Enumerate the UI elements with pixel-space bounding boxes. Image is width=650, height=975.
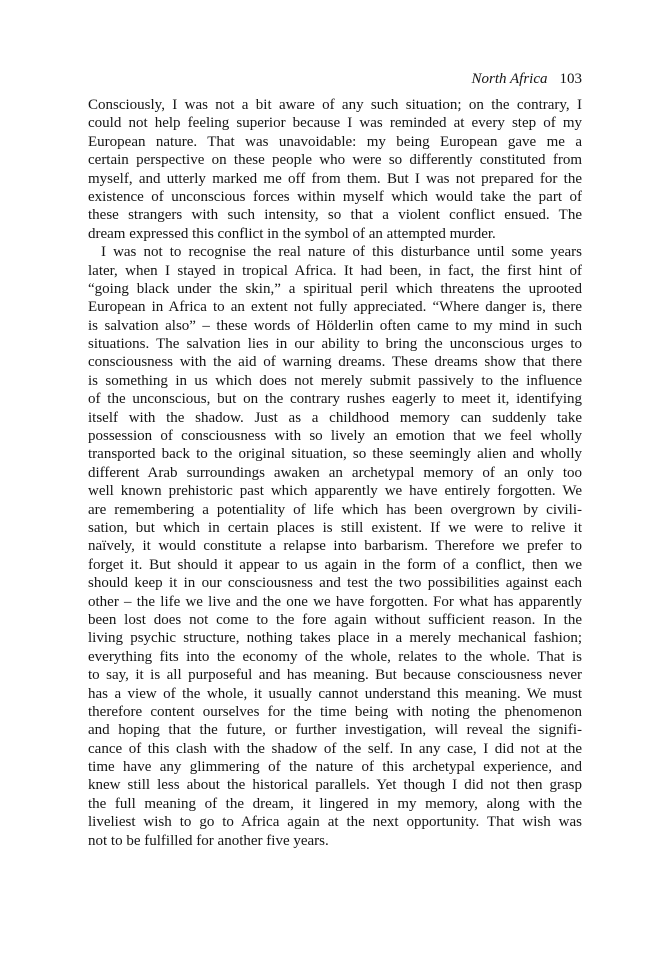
page-number: 103	[559, 71, 582, 87]
text-line: and hoping that the future, or further investigation, will reveal the signifi-	[88, 722, 582, 739]
running-head-title: North Africa	[471, 71, 548, 87]
text-line: naïvely, it would constitute a relapse into barbarism. Therefore we prefer to	[88, 538, 582, 555]
text-line: forget it. But should it appear to us again in the form of a conflict, then we	[88, 556, 582, 573]
text-line: itself with the shadow. Just as a childhood memory can suddenly take	[88, 409, 582, 426]
text-line: “going black under the skin,” a spiritual peril which threatens the uprooted	[88, 280, 582, 297]
text-line: everything fits into the economy of the whole, relates to the whole. That is	[88, 648, 582, 665]
text-line: to say, it is all purposeful and has meaning. But because consciousness never	[88, 667, 582, 684]
text-line: living psychic structure, nothing takes place in a merely mechanical fashion;	[88, 630, 582, 647]
text-line: myself, and utterly marked me off from them. But I was not prepared for the	[88, 170, 582, 187]
text-line: certain perspective on these people who were so differently constituted from	[88, 152, 582, 169]
text-line: knew still less about the historical parallels. Yet though I did not then grasp	[88, 777, 582, 794]
text-line: consciousness with the aid of warning dreams. These dreams show that there	[88, 354, 582, 371]
text-line: not to be fulfilled for another five years.	[88, 832, 329, 849]
text-line: is salvation also” – these words of Hölderlin often came to my mind in such	[88, 317, 582, 334]
text-line: liveliest wish to go to Africa again at the next opportunity. That wish was	[88, 814, 582, 831]
paragraph-2	[88, 243, 582, 850]
text-line: situations. The salvation lies in our ability to bring the unconscious urges to	[88, 336, 582, 353]
text-line: other – the life we live and the one we have forgotten. For what has apparently	[88, 593, 582, 610]
text-line: is something in us which does not merely submit passively to the influence	[88, 372, 582, 389]
text-line: existence of unconscious forces within myself which would take the part of	[88, 188, 582, 205]
text-line: cance of this clash with the shadow of the self. In any case, I did not at the	[88, 740, 582, 757]
text-line: Consciously, I was not a bit aware of any such situation; on the contrary, I	[88, 97, 582, 113]
text-line: European nature. That was unavoidable: my being European gave me a	[88, 133, 582, 150]
text-line: of the unconscious, but on the contrary rushes eagerly to meet it, identifying	[88, 391, 582, 408]
text-line: these strangers with such intensity, so that a violent conflict ensued. The	[88, 207, 582, 224]
text-line: therefore content ourselves for the time being with noting the phenomenon	[88, 703, 582, 720]
text-line: been lost does not come to the fore again without sufficient reason. In the	[88, 611, 582, 628]
paragraph-1	[88, 96, 582, 243]
text-line: has a view of the whole, it usually cannot understand this meaning. We must	[88, 685, 582, 702]
text-line: well known prehistoric past which apparently we have entirely forgotten. We	[88, 483, 582, 500]
text-line: possession of consciousness with so lively an emotion that we feel wholly	[88, 428, 582, 445]
text-line: should keep it in our consciousness and test the two possibilities against each	[88, 575, 582, 592]
text-line: the full meaning of the dream, it lingered in my memory, along with the	[88, 795, 582, 812]
text-line: could not help feeling superior because I was reminded at every step of my	[88, 115, 582, 132]
text-line: later, when I stayed in tropical Africa. It had been, in fact, the first hint of	[88, 262, 582, 279]
text-line: transported back to the original situation, so these seemingly alien and wholly	[88, 446, 582, 463]
body-text	[88, 96, 582, 850]
text-line: are remembering a potentiality of life which has been overgrown by civili-	[88, 501, 582, 518]
text-line: time have any glimmering of the nature of this archetypal experience, and	[88, 759, 582, 776]
text-line: sation, but which in certain places is still existent. If we were to relive it	[88, 519, 582, 536]
text-line: I was not to recognise the real nature of this disturbance until some years	[101, 244, 582, 261]
running-head	[88, 70, 582, 88]
text-line: different Arab surroundings awaken an archetypal memory of an only too	[88, 464, 582, 481]
text-line: European in Africa to an extent not fully appreciated. “Where danger is, there	[88, 299, 582, 316]
text-line: dream expressed this conflict in the symbol of an attempted murder.	[88, 225, 496, 242]
